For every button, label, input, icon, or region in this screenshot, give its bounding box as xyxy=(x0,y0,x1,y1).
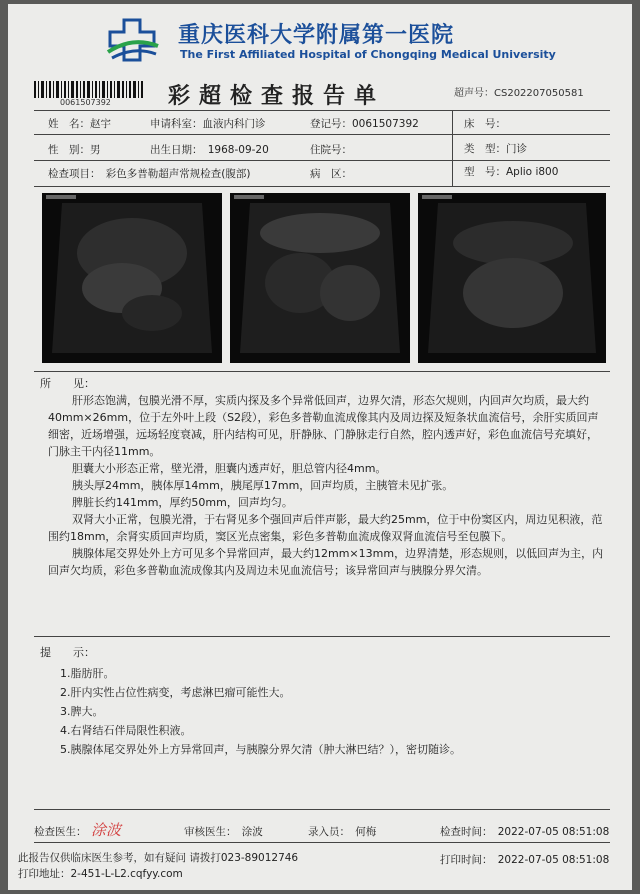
report-disclaimer: 此报告仅供临床医生参考，如有疑问 请拨打023-89012746 xyxy=(18,852,299,864)
hospital-header xyxy=(8,4,632,74)
patient-category: 类 型：门诊 xyxy=(464,143,527,155)
tip-item: 2.肝内实性占位性病变，考虑淋巴瘤可能性大。 xyxy=(60,686,291,699)
report-paper xyxy=(8,4,632,890)
exam-doctor-signature: 涂波 xyxy=(91,821,122,839)
tips-label: 提 示： xyxy=(40,646,95,659)
ultrasound-image-3 xyxy=(418,193,606,363)
divider-signatures xyxy=(34,809,610,810)
findings-paragraph: 胆囊大小形态正常，壁光滑，胆囊内透声好，胆总管内径4mm。 xyxy=(72,462,387,475)
divider-row2 xyxy=(34,160,610,161)
divider-row1 xyxy=(34,134,610,135)
ultrasound-image-1 xyxy=(42,193,222,363)
findings-text xyxy=(48,392,604,579)
tip-item: 4.右肾结石伴局限性积液。 xyxy=(60,724,192,737)
divider-findings xyxy=(34,636,610,637)
ultrasound-number: 超声号：CS202207050581 xyxy=(454,88,584,99)
exam-item: 检查项目： 彩色多普勒超声常规检查(腹部) xyxy=(48,168,251,180)
patient-bed: 床 号： xyxy=(464,118,506,130)
divider-row3 xyxy=(34,186,610,187)
divider-top xyxy=(34,110,610,111)
exam-doctor-label: 检查医生： xyxy=(34,826,87,838)
exam-time: 检查时间： 2022-07-05 08:51:08 xyxy=(440,826,610,838)
barcode xyxy=(34,81,144,98)
findings-paragraph: 脾脏长约141mm，厚约50mm，回声均匀。 xyxy=(72,496,293,509)
findings-label: 所 见： xyxy=(40,377,95,390)
hospital-cross-logo-icon xyxy=(104,16,160,66)
print-time: 打印时间： 2022-07-05 08:51:08 xyxy=(440,854,610,866)
patient-sex: 性 别：男 xyxy=(48,144,101,156)
divider-vertical xyxy=(452,111,453,186)
findings-paragraph: 胰头厚24mm，胰体厚14mm，胰尾厚17mm，回声均质，主胰管未见扩张。 xyxy=(72,479,454,492)
findings-paragraph: 双肾大小正常，包膜光滑，于右肾见多个强回声后伴声影，最大约25mm，位于中份窦区内，周边见积液，范围约18mm，余肾实质回声均质，窦区光点密集，彩色多普勒血流成像双肾血流信号至包膜下。 xyxy=(48,513,603,543)
device-model: 型 号：Aplio i800 xyxy=(464,166,559,178)
patient-name: 姓 名：赵宇 xyxy=(48,118,111,130)
patient-reg-no: 登记号：0061507392 xyxy=(310,118,419,130)
tips-list xyxy=(60,664,461,759)
tip-item: 3.脾大。 xyxy=(60,705,104,718)
ward: 病 区： xyxy=(310,168,352,180)
hospital-name-cn: 重庆医科大学附属第一医院 xyxy=(178,23,455,48)
recorder: 录入员： 何梅 xyxy=(308,826,377,838)
ultrasound-images xyxy=(34,189,614,369)
tip-item: 5.胰腺体尾交界处外上方异常回声，与胰腺分界欠清（肿大淋巴结？），密切随诊。 xyxy=(60,743,461,756)
report-title: 彩超检查报告单 xyxy=(168,84,386,109)
ultrasound-image-2 xyxy=(230,193,410,363)
print-address: 打印地址：2-451-L-L2.cqfyy.com xyxy=(18,868,183,880)
findings-paragraph: 肝形态饱满，包膜光滑不厚，实质内探及多个异常低回声，边界欠清，形态欠规则，内回声欠均质，最大约40mm×26mm，位于左外叶上段（S2段），彩色多普勒血流成像其内及周边探及短条状血流信号，余肝实质回声细密，近场增强，远场轻度衰减，肝内结构可见，肝静脉、门静脉走行自然，腔内透声好，彩色血流信号充填好，门脉主干内径11mm。 xyxy=(48,394,599,458)
tip-item: 1.脂肪肝。 xyxy=(60,667,115,680)
patient-dept: 申请科室：血液内科门诊 xyxy=(150,118,266,130)
patient-inpatient-no: 住院号： xyxy=(310,144,352,156)
patient-dob: 出生日期： 1968-09-20 xyxy=(150,144,269,156)
divider-footer xyxy=(34,842,610,843)
findings-paragraph: 胰腺体尾交界处外上方可见多个异常回声，最大约12mm×13mm，边界清楚，形态规则，以低回声为主，内回声欠均质，彩色多普勒血流成像其内及周边未见血流信号；该异常回声与胰腺分界欠清。 xyxy=(48,547,604,577)
review-doctor: 审核医生： 涂波 xyxy=(184,826,263,838)
barcode-number: 0061507392 xyxy=(60,98,111,107)
hospital-name-en: The First Affiliated Hospital of Chongqing Medical University xyxy=(180,48,556,61)
divider-images xyxy=(34,371,610,372)
